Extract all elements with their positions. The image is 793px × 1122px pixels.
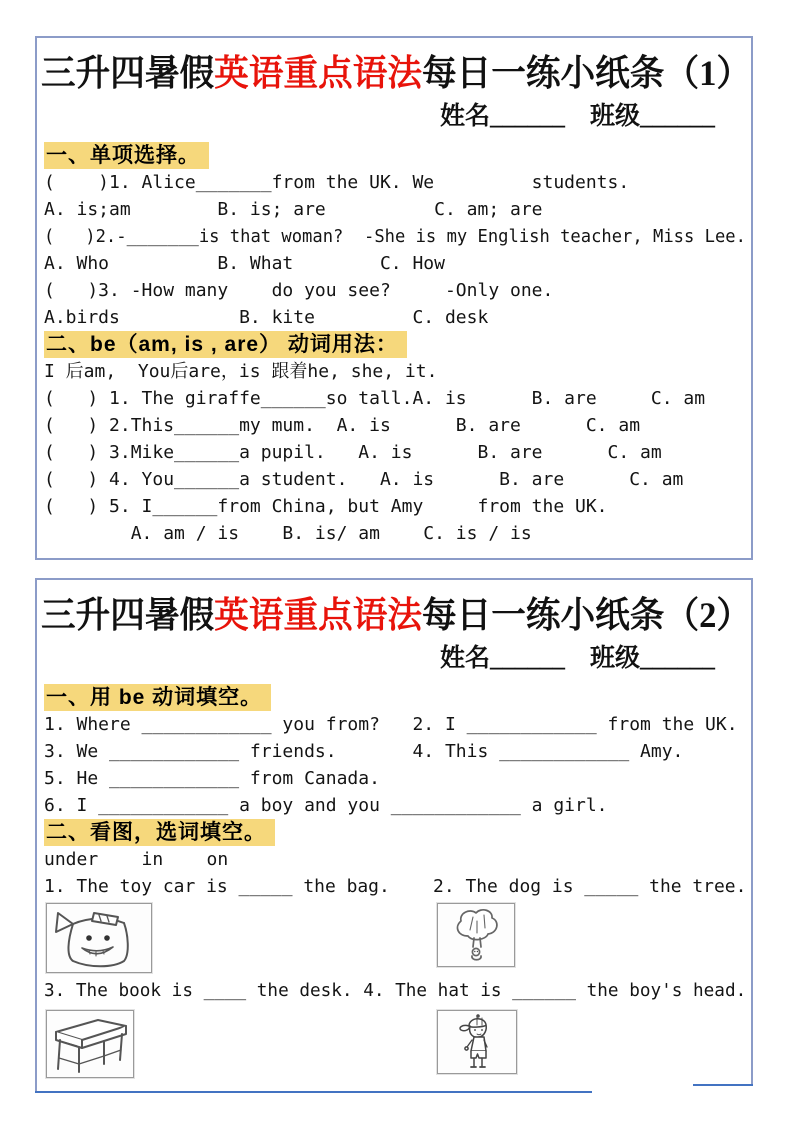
boy-drawing	[440, 1013, 514, 1071]
tree-drawing	[440, 906, 512, 964]
worksheet-1-lines	[44, 142, 746, 547]
section-header-line	[44, 331, 746, 358]
title-text-red: 英语重点语法	[214, 595, 423, 635]
boy-with-hat-image	[437, 1010, 517, 1074]
worksheet-text-line: 1. The toy car is _____ the bag. 2. The dog is _____ the tree.	[44, 876, 747, 897]
desk-image	[46, 1010, 134, 1078]
worksheet-text-line: ( )2.-_______is that woman? -She is my English teacher, Miss Lee.	[44, 226, 746, 247]
worksheet-2	[35, 578, 753, 1091]
worksheet-text-line: 3. The book is ____ the desk. 4. The hat is ______ the boy's head.	[44, 980, 747, 1001]
name-class-line: 姓名______ 班级______	[439, 103, 715, 130]
section-header-line	[44, 142, 746, 169]
title-text-pre: 三升四暑假	[41, 53, 215, 93]
title-text-post: 每日一练小纸条（1）	[422, 53, 752, 93]
worksheet-1	[35, 36, 753, 560]
worksheet-text-line: ( ) 1. The giraffe______so tall.A. is B. are C. am	[44, 388, 706, 409]
desk-drawing	[49, 1013, 131, 1075]
box-bottom-rule-left	[35, 1091, 592, 1093]
worksheet-text-line: 1. Where ____________ you from? 2. I ____________ from the UK.	[44, 714, 738, 735]
title-text-red: 英语重点语法	[214, 53, 423, 93]
worksheet-text-line: ( ) 5. I______from China, but Amy from the UK.	[44, 496, 608, 517]
box-bottom-rule-right	[693, 1084, 753, 1086]
worksheet-2-lines	[44, 684, 746, 1096]
section-header-line	[44, 684, 746, 711]
worksheet-text-line: A. is;am B. is; are C. am; are	[44, 199, 543, 220]
worksheet-text-line: ( )3. -How many do you see? -Only one.	[44, 280, 554, 301]
worksheet-text-line: A.birds B. kite C. desk	[44, 307, 489, 328]
dog-under-tree-image	[437, 903, 515, 967]
schoolbag-with-toy-car-image	[46, 903, 152, 973]
worksheet-text-line: ( ) 2.This______my mum. A. is B. are C. am	[44, 415, 641, 436]
section-header-highlight: 一、用 be 动词填空。	[44, 684, 271, 711]
worksheet-2-title	[41, 592, 752, 638]
worksheet-text-line: 5. He ____________ from Canada.	[44, 768, 380, 789]
section-header-highlight: 二、看图，选词填空。	[44, 819, 275, 846]
picture-row	[44, 1010, 746, 1096]
worksheet-text-line: ( ) 4. You______a student. A. is B. are C. am	[44, 469, 684, 490]
worksheet-text-line: 6. I ____________ a boy and you ____________ a girl.	[44, 795, 608, 816]
worksheet-text-line: under in on	[44, 849, 229, 870]
title-text-post: 每日一练小纸条（2）	[422, 595, 752, 635]
section-header-highlight: 一、单项选择。	[44, 142, 209, 169]
worksheet-text-line: 3. We ____________ friends. 4. This ____________ Amy.	[44, 741, 684, 762]
worksheet-text-line: A. Who B. What C. How	[44, 253, 445, 274]
section-header-line	[44, 819, 746, 846]
worksheet-text-line: ( )1. Alice_______from the UK. We students.	[44, 172, 630, 193]
worksheet-text-line: I 后am, You后are，is 跟着he, she, it.	[44, 361, 438, 382]
picture-row	[44, 903, 746, 977]
worksheet-text-line: A. am / is B. is/ am C. is / is	[44, 523, 532, 544]
name-class-line: 姓名______ 班级______	[439, 645, 715, 672]
section-header-highlight: 二、be（am, is , are） 动词用法：	[44, 331, 407, 358]
bag-drawing	[49, 906, 149, 970]
box-border-gap	[751, 1086, 753, 1093]
worksheet-1-title	[41, 50, 752, 96]
worksheet-text-line: ( ) 3.Mike______a pupil. A. is B. are C. am	[44, 442, 662, 463]
title-text-pre: 三升四暑假	[41, 595, 215, 635]
